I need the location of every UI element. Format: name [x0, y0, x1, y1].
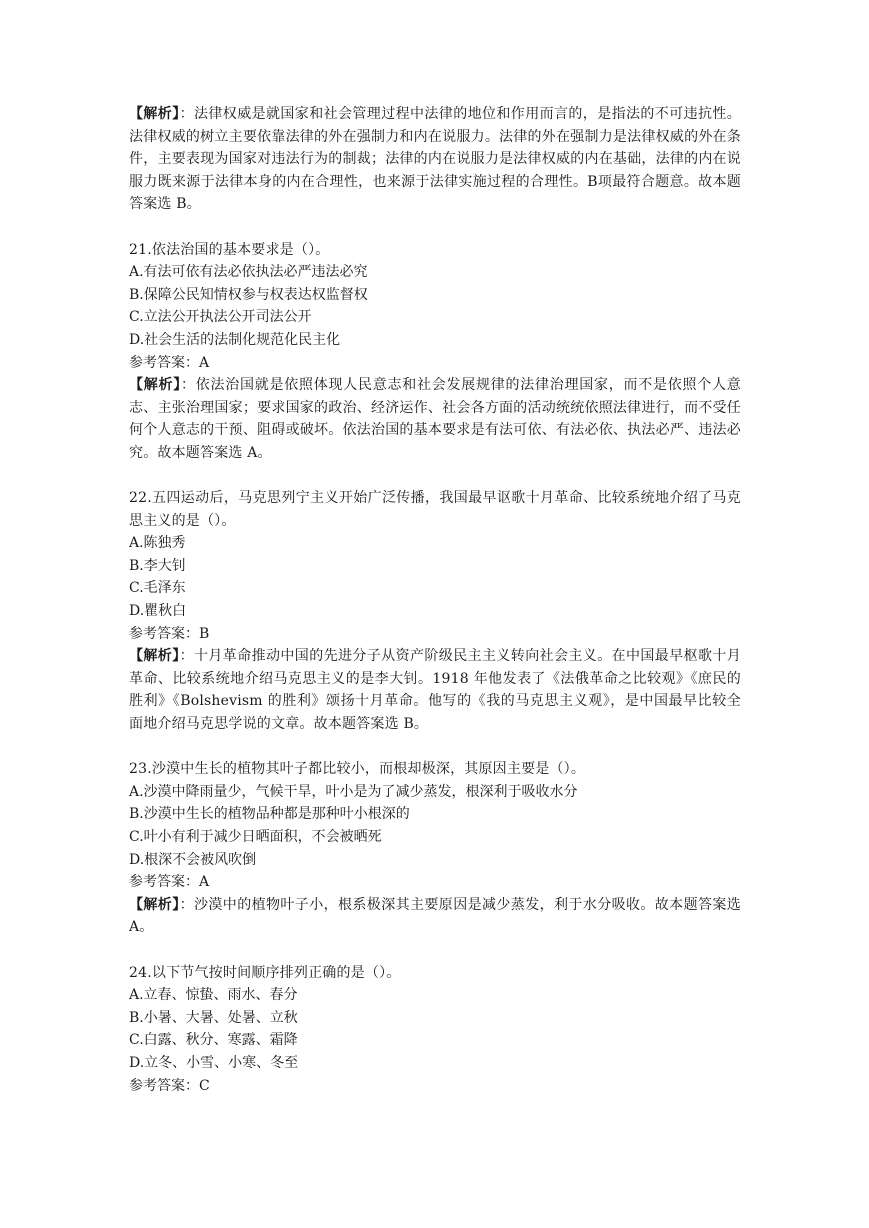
question-block-22: [129, 487, 741, 736]
analysis-text: ：沙漠中的植物叶子小，根系极深其主要原因是减少蒸发，利于水分吸收。故本题答案选 A。: [129, 896, 741, 936]
analysis-paragraph: [129, 645, 741, 735]
question-text: 23.沙漠中生长的植物其叶子都比较小，而根却极深，其原因主要是（）。: [129, 761, 586, 778]
answer-prefix: 参考答案：: [129, 1077, 199, 1094]
reference-answer: [129, 352, 741, 375]
answer-value: B: [199, 625, 210, 642]
question-block-23: [129, 758, 741, 939]
option-a: A.有法可依有法必依执法必严违法必究: [129, 264, 368, 281]
page-content: [129, 103, 741, 1120]
analysis-block-20: [129, 103, 741, 216]
analysis-tag: 【解析】: [129, 896, 180, 913]
option-b: B.沙漠中生长的植物品种都是那种叶小根深的: [129, 806, 410, 823]
option-b: B.小暑、大暑、处暑、立秋: [129, 1009, 298, 1026]
answer-prefix: 参考答案：: [129, 354, 199, 371]
analysis-text: ：依法治国就是依照体现人民意志和社会发展规律的法律治理国家，而不是依照个人意志、主张治理国家；要求国家的政治、经济运作、社会各方面的活动统统依照法律进行，而不受任何个人意志的干预、阻碍或破坏。依法治国的基本要求是有法可依、有法必依、执法必严、违法必究。故本题答案选 A。: [129, 377, 741, 461]
answer-value: A: [199, 874, 210, 891]
reference-answer: [129, 623, 741, 646]
option-a: A.沙漠中降雨量少，气候干旱，叶小是为了减少蒸发，根深利于吸收水分: [129, 783, 578, 800]
option-d: D.立冬、小雪、小寒、冬至: [129, 1054, 299, 1071]
answer-value: A: [199, 354, 210, 371]
analysis-text: ：法律权威是就国家和社会管理过程中法律的地位和作用而言的，是指法的不可违抗性。法律权威的树立主要依靠法律的外在强制力和内在说服力。法律的外在强制力是法律权威的外在条件，主要表现为国家对违法行为的制裁；法律的内在说服力是法律权威的内在基础，法律的内在说服力既来源于法律本身的内在合理性，也来源于法律实施过程的合理性。B项最符合题意。故本题答案选 B。: [129, 106, 741, 213]
reference-answer: [129, 871, 741, 894]
reference-answer: [129, 1075, 741, 1098]
question-block-24: [129, 962, 741, 1098]
analysis-paragraph: [129, 374, 741, 464]
option-a: A.陈独秀: [129, 535, 186, 552]
analysis-text: ：十月革命推动中国的先进分子从资产阶级民主主义转向社会主义。在中国最早枢歌十月革命、比较系统地介绍马克思主义的是李大钊。1918 年他发表了《法俄革命之比较观》《庶民的胜利》《Bolshevism 的胜利》颂扬十月革命。他写的《我的马克思主义观》，是中国最早比较全面地介绍马克思学说的文章。故本题答案选 B。: [129, 648, 741, 733]
question-text: 21.依法治国的基本要求是（）。: [129, 241, 330, 258]
analysis-tag: 【解析】: [129, 648, 180, 665]
option-b: B.保障公民知情权参与权表达权监督权: [129, 286, 368, 303]
option-d: D.社会生活的法制化规范化民主化: [129, 331, 341, 348]
question-text: 22.五四运动后，马克思列宁主义开始广泛传播，我国最早讴歌十月革命、比较系统地介绍了马克思主义的是（）。: [129, 490, 741, 529]
question-text: 24.以下节气按时间顺序排列正确的是（）。: [129, 964, 401, 981]
option-c: C.立法公开执法公开司法公开: [129, 309, 312, 326]
option-c: C.白露、秋分、寒露、霜降: [129, 1032, 298, 1049]
answer-value: C: [199, 1077, 210, 1094]
analysis-paragraph: [129, 894, 741, 939]
option-b: B.李大钊: [129, 557, 186, 574]
option-a: A.立春、惊蛰、雨水、春分: [129, 987, 298, 1004]
option-c: C.毛泽东: [129, 580, 186, 597]
answer-prefix: 参考答案：: [129, 874, 199, 891]
analysis-tag: 【解析】: [129, 377, 182, 394]
option-d: D.根深不会被风吹倒: [129, 851, 257, 868]
analysis-tag: 【解析】: [129, 106, 180, 122]
question-block-21: [129, 239, 741, 465]
analysis-paragraph: [129, 103, 741, 216]
option-d: D.瞿秋白: [129, 603, 187, 620]
answer-prefix: 参考答案：: [129, 625, 199, 642]
option-c: C.叶小有利于减少日晒面积，不会被晒死: [129, 829, 382, 845]
